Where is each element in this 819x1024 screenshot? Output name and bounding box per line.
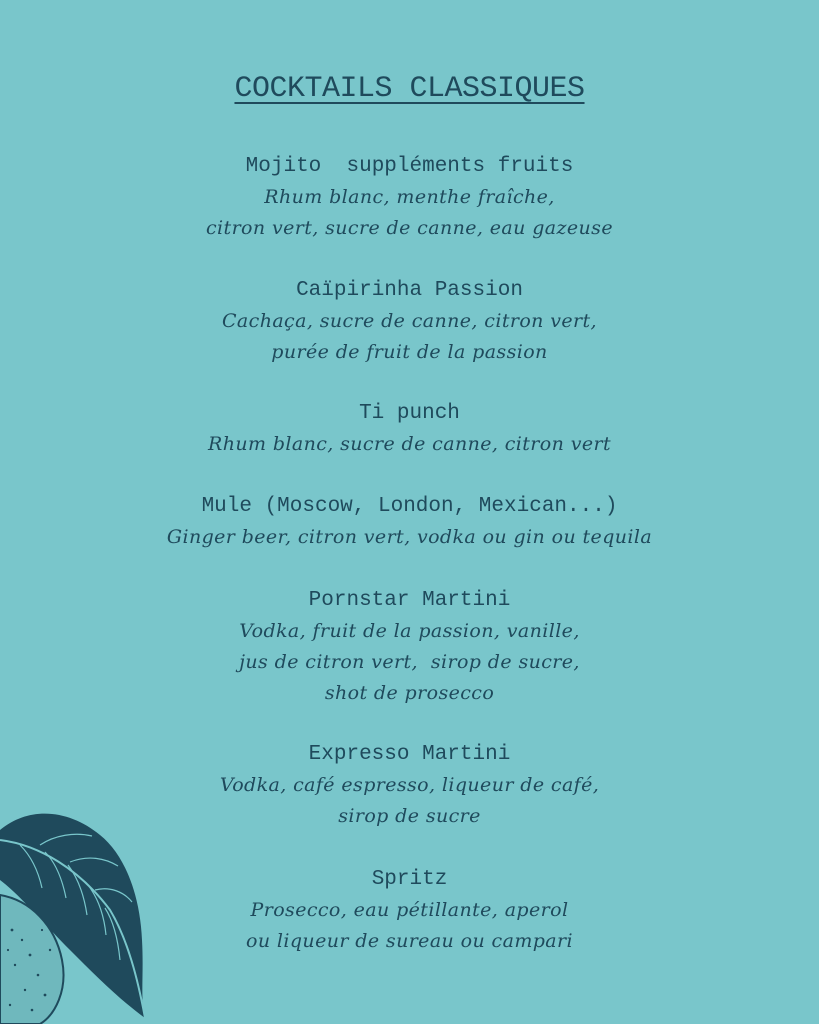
cocktail-description-line: Rhum blanc, menthe fraîche, <box>264 186 555 208</box>
cocktail-description-line: citron vert, sucre de canne, eau gazeuse <box>206 217 613 239</box>
cocktail-name: Mule (Moscow, London, Mexican...) <box>201 495 618 518</box>
menu-item-mojito <box>0 151 819 244</box>
cocktail-description-line: Vodka, fruit de la passion, vanille, <box>239 620 580 642</box>
cocktail-description-line: ou liqueur de sureau ou campari <box>246 930 573 952</box>
cocktail-description-line: Cachaça, sucre de canne, citron vert, <box>221 310 597 332</box>
cocktail-name: Caïpirinha Passion <box>296 279 523 302</box>
cocktail-description-line: Rhum blanc, sucre de canne, citron vert <box>207 433 611 455</box>
cocktail-description-line: shot de prosecco <box>324 682 495 704</box>
menu-item-caipirinha <box>0 275 819 368</box>
cocktail-description-line: Vodka, café espresso, liqueur de café, <box>219 774 600 796</box>
cocktail-description-line: sirop de sucre <box>338 805 481 827</box>
cocktail-name: Spritz <box>371 868 448 891</box>
menu-title-text: COCKTAILS CLASSIQUES <box>234 72 585 106</box>
cocktail-name: Pornstar Martini <box>308 589 511 612</box>
cocktail-description-line: Prosecco, eau pétillante, aperol <box>250 899 569 921</box>
menu-title <box>0 70 819 108</box>
menu-item-ti-punch <box>0 398 819 460</box>
cocktail-description-line: Ginger beer, citron vert, vodka ou gin ou tequila <box>166 526 653 548</box>
cocktail-description-line: jus de citron vert, sirop de sucre, <box>239 651 580 673</box>
cocktail-name: Ti punch <box>359 402 460 425</box>
cocktail-description-line: purée de fruit de la passion <box>271 341 548 363</box>
cocktail-name: Mojito suppléments fruits <box>245 155 574 178</box>
botanical-leaf-icon <box>0 800 160 1024</box>
menu-item-mule <box>0 491 819 553</box>
cocktail-name: Expresso Martini <box>308 743 511 766</box>
menu-item-pornstar-martini <box>0 585 819 709</box>
